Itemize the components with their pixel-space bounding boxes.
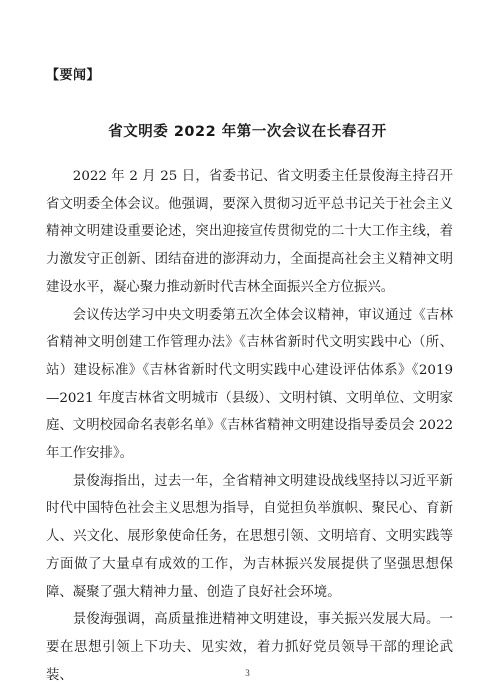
body-paragraph-1: 2022 年 2 月 25 日，省委书记、省文明委主任景俊海主持召开省文明委全体会议。他强调，要深入贯彻习近平总书记关于社会主义精神文明建设重要论述，突出迎接宣传贯彻党的二十大工作主线，着力激发守正创新、团结奋进的澎湃动力，全面提高社会主义精神文明建设水平，凝心聚力推动新时代吉林全面振兴全方位振兴。 <box>46 169 453 295</box>
page-number: 3 <box>245 668 250 678</box>
body-paragraph-4: 景俊海强调，高质量推进精神文明建设，事关振兴发展大局。一要在思想引领上下功夫、见实效，着力抓好党员领导干部的理论武装、 <box>46 612 453 683</box>
article-body <box>46 163 453 689</box>
body-paragraph-2: 会议传达学习中央文明委第五次全体会议精神，审议通过《吉林省精神文明创建工作管理办法》《吉林省新时代文明实践中心（所、站）建设标准》《吉林省新时代文明实践中心建设评估体系》《2019—2021 年度吉林省文明城市（县级）、文明村镇、文明单位、文明家庭、文明校园命名表彰名单》《吉林省精神文明建设指导委员会 2022 年工作安排》。 <box>46 307 453 462</box>
section-tag: 【要闻】 <box>46 68 101 83</box>
body-paragraph-3: 景俊海指出，过去一年，全省精神文明建设战线坚持以习近平新时代中国特色社会主义思想为指导，自觉担负举旗帜、聚民心、育新人、兴文化、展形象使命任务，在思想引领、文明培育、文明实践等方面做了大量卓有成效的工作，为吉林振兴发展提供了坚强思想保障、凝聚了强大精神力量、创造了良好社会环境。 <box>46 473 453 600</box>
article-title: 省文明委 2022 年第一次会议在长春召开 <box>108 124 387 140</box>
